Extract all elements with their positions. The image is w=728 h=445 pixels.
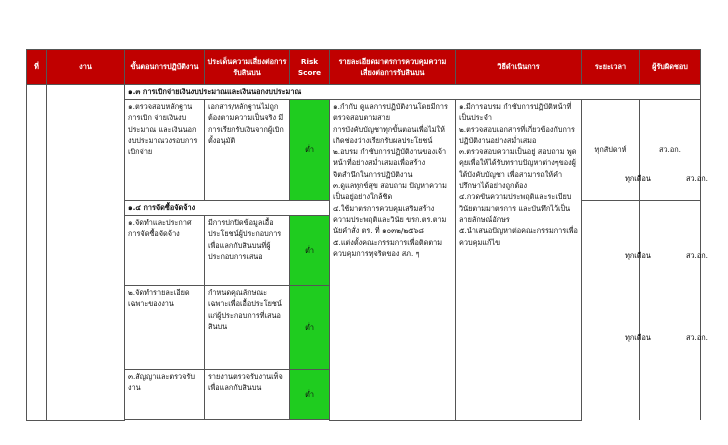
risk-control-table-sheet [26, 49, 701, 421]
header-task: งาน [47, 50, 125, 85]
controls-line: ๕.แต่งตั้งคณะกรรมการเพื่อติดตามควบคุมการทุจริตของ สภ. ๆ [333, 237, 443, 258]
section-row-budget [27, 85, 701, 100]
method-cell [456, 100, 582, 421]
period-blank [582, 201, 640, 420]
header-score: Risk Score [290, 50, 330, 85]
table-row [27, 100, 701, 201]
header-step: ขั้นตอนการปฏิบัติงาน [125, 50, 205, 85]
step-text: ๑.จัดทำและประกาศการจัดซื้อจัดจ้าง [125, 216, 205, 286]
risk-text: กำหนดคุณลักษณะเฉพาะเพื่อเอื้อประโยชน์แก่ผู้ประกอบการที่เสนอสินบน [205, 286, 290, 370]
controls-line: ๔.ใช้มาตรการควบคุมเสริมสร้างความประพฤติและวินัย ขรก.ตร.ตามนัยคำสั่ง ตร. ที่ ๑๐๓๒/๒๕๖๘ [333, 203, 447, 236]
cell-task [47, 85, 125, 421]
header-risk: ประเด็นความเสี่ยงต่อการรับสินบน [205, 50, 290, 85]
risk-score-badge: ต่ำ [290, 100, 330, 201]
controls-line: การบังคับบัญชาทุกขั้นตอนเพื่อไม่ให้เกิดช่องว่างเรียกรับผลประโยชน์ [333, 124, 445, 145]
controls-line: ๑.กำกับ ดูแลการปฏิบัติงานโดยมีการตรวจสอบตามสาย [333, 102, 448, 123]
period-text: ทุกสัปดาห์ [582, 100, 640, 201]
section-title-procurement: ๑.๔ การจัดซื้อจัดจ้าง [125, 201, 330, 216]
step-text: ๑.ตรวจสอบหลักฐานการเบิก จ่ายเงินงบประมาณ และเงินนอกงบประมาณวงรอบการเบิกจ่าย [125, 100, 205, 201]
step-text: ๓.สัญญาและตรวจรับงาน [125, 370, 205, 420]
risk-score-badge: ต่ำ [290, 370, 330, 420]
controls-line: ๒.อบรม กำชับการปฏิบัติงานของเจ้าหน้าที่อย่างสม่ำเสมอเพื่อสร้างจิตสำนึกในการปฏิบัติงาน [333, 147, 447, 179]
controls-line: ๓.ดูแลทุกข์สุข สอบถาม ปัญหาความเป็นอยู่อย่างใกล้ชิด [333, 181, 447, 202]
header-no: ที่ [27, 50, 47, 85]
header-method: วิธีดำเนินการ [456, 50, 582, 85]
risk-score-badge: ต่ำ [290, 286, 330, 370]
risk-text: เอกสาร/หลักฐานไม่ถูกต้องตามความเป็นจริง มีการเรียกรับเงินจากผู้เบิกตั้งอนุมัติ [205, 100, 290, 201]
risk-text: รายงานตรวจรับงานเท็จ เพื่อแลกกับสินบน [205, 370, 290, 420]
owner-text: สว.อก. [686, 174, 708, 183]
risk-text: มีการปกปิดข้อมูลเอื้อประโยชน์ผู้ประกอบการ เพื่อแลกกับสินบนที่ผู้ประกอบการเสนอ [205, 216, 290, 286]
period-text: ทุกเดือน [625, 174, 651, 183]
controls-cell [330, 100, 456, 421]
period-text: ทุกเดือน [625, 333, 651, 342]
owner-blank [640, 201, 701, 420]
header-controls: รายละเอียดมาตรการควบคุมความเสี่ยงต่อการรับสินบน [330, 50, 456, 85]
owner-text: สว.อก. [686, 333, 708, 342]
header-period: ระยะเวลา [582, 50, 640, 85]
owner-text: สว.อก. [640, 100, 701, 201]
period-text: ทุกเดือน [625, 251, 651, 260]
cell-no [27, 85, 47, 421]
header-owner: ผู้รับผิดชอบ [640, 50, 701, 85]
method-line: ๑.มีการอบรม กำชับการปฏิบัติหน้าที่เป็นประจำ [459, 102, 572, 123]
method-line: ๔.กวดขันความประพฤติและระเบียบวินัยตามมาตรการ และบันทึกไว้เป็นลายลักษณ์อักษร [459, 192, 572, 224]
section-title-budget: ๑.๓ การเบิกจ่ายเงินงบประมาณและเงินนอกงบประมาณ [125, 85, 701, 100]
risk-control-table [26, 49, 701, 421]
method-line: ๒.ตรวจสอบเอกสารที่เกี่ยวข้องกับการปฏิบัติงานอย่างสม่ำเสมอ [459, 124, 575, 145]
table-header-row [27, 50, 701, 85]
risk-score-badge: ต่ำ [290, 216, 330, 286]
method-line: ๓.ตรวจสอบความเป็นอยู่ สอบถาม พูดคุยเพื่อให้ได้รับทราบปัญหาต่างๆของผู้ใต้บังคับบัญชา เพื่อสามารถให้คำปรึกษาได้อย่างถูกต้อง [459, 147, 577, 191]
method-line: ๕.นำเสนอปัญหาต่อคณะกรรมการเพื่อควบคุมแก้ไข [459, 226, 578, 247]
step-text: ๒.จัดทำรายละเอียดเฉพาะของงาน [125, 286, 205, 370]
owner-text: สว.อก. [686, 251, 708, 260]
